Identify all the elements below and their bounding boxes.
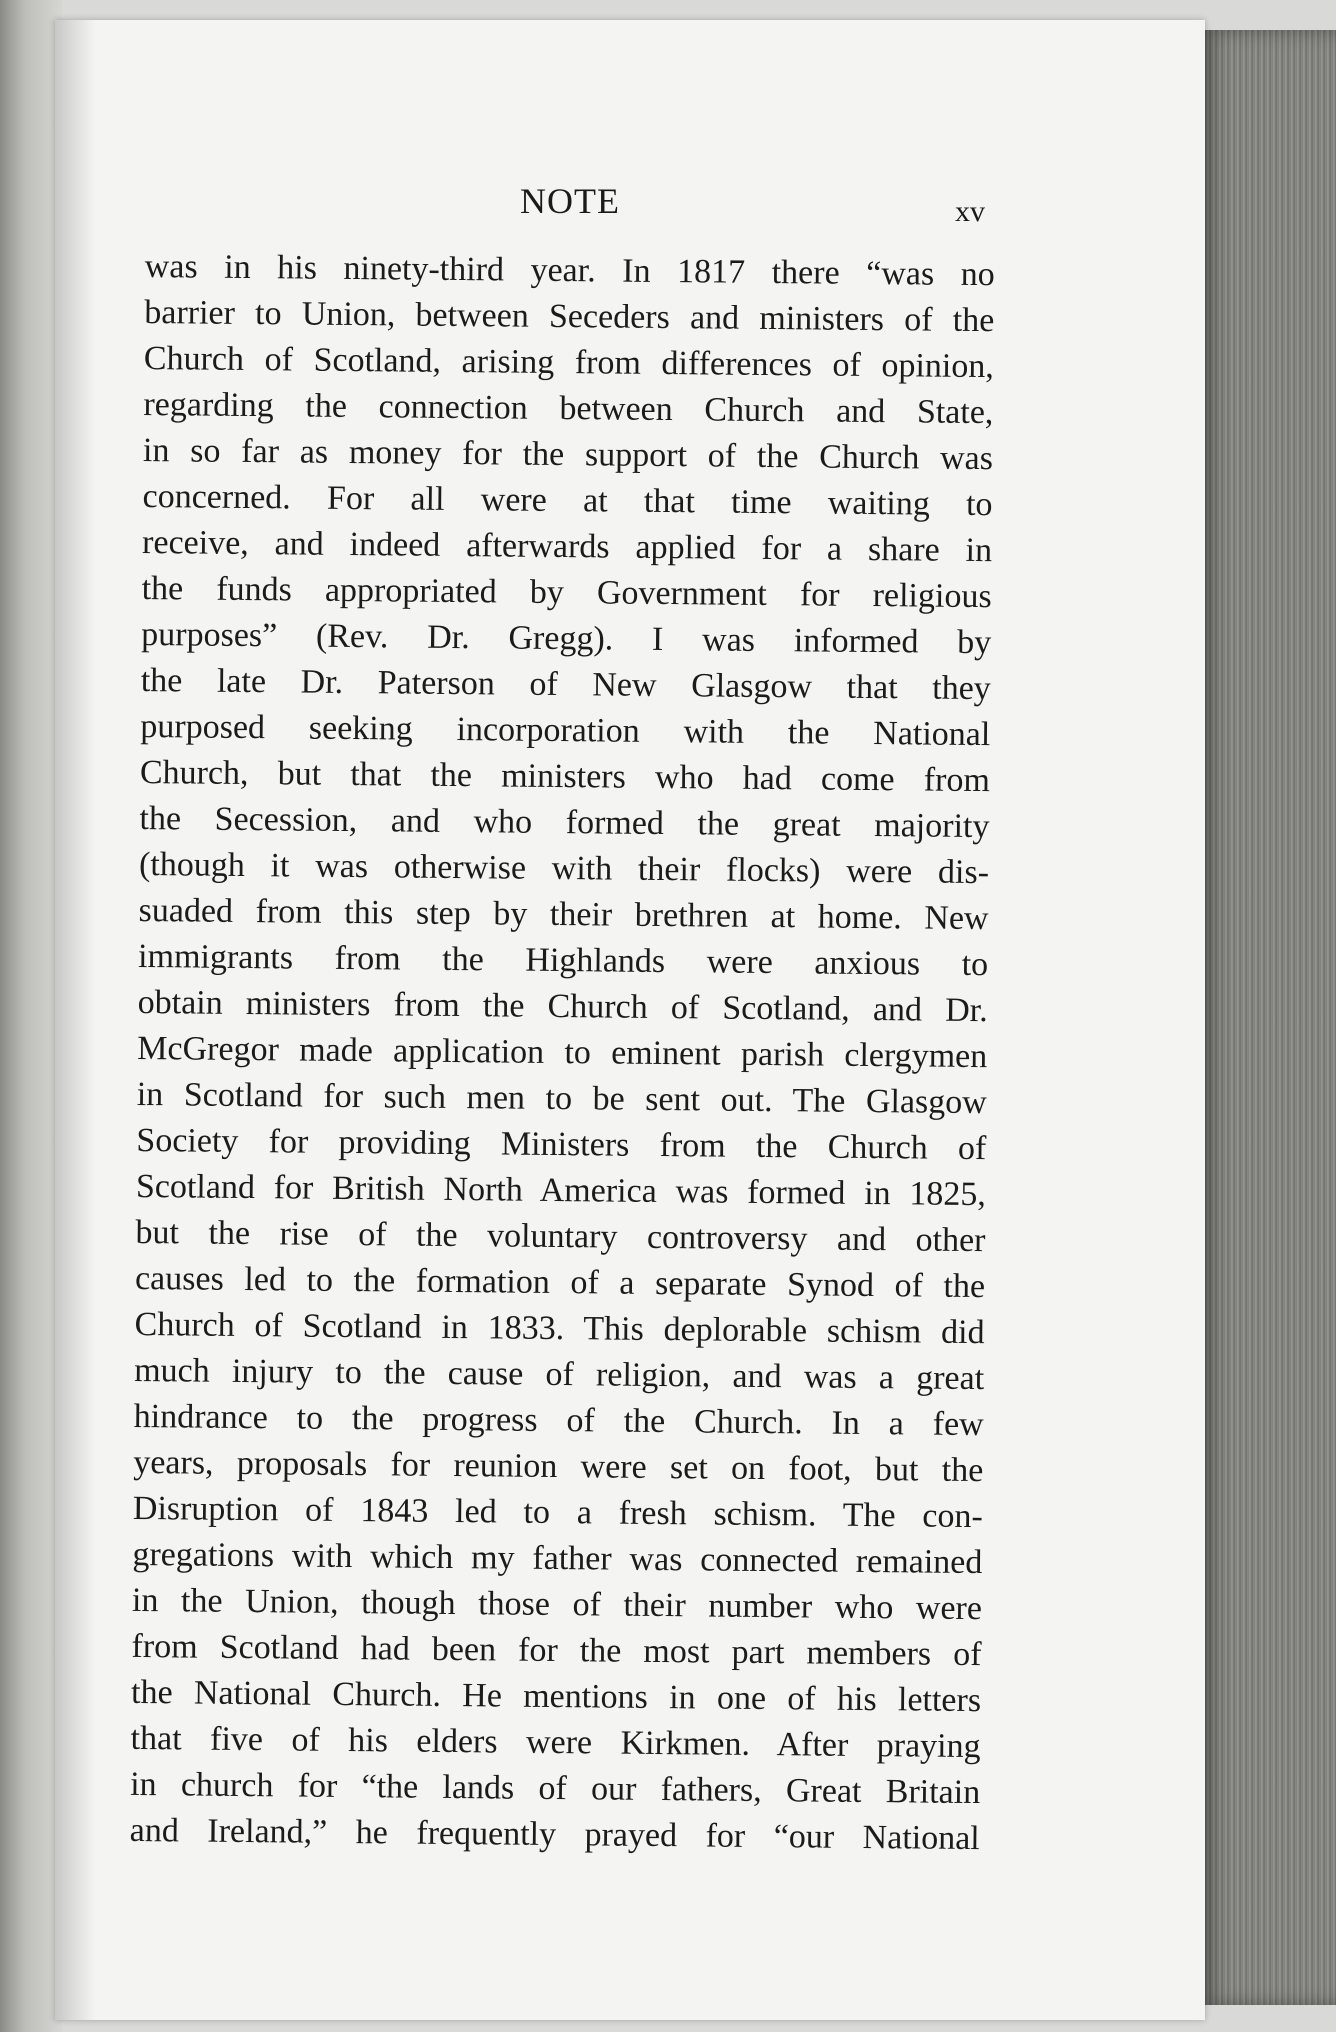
text-line: and Ireland,” he frequently prayed for “our National (129, 1811, 980, 1858)
text-line: Scotland for British North America was formed in 1825, (135, 1167, 987, 1214)
text-line: the National Church. He mentions in one of his letters (130, 1673, 982, 1720)
text-line: concerned. For all were at that time waiting to (142, 477, 993, 524)
text-line: (though it was otherwise with their flocks) were dis- (138, 845, 990, 892)
text-line: years, proposals for reunion were set on foot, but the (133, 1443, 984, 1490)
text-line: but the rise of the voluntary controversy and other (135, 1213, 986, 1260)
text-line: in so far as money for the support of the Church was (142, 431, 994, 478)
text-line: gregations with which my father was connected remained (132, 1535, 983, 1582)
text-line: the late Dr. Paterson of New Glasgow that they (140, 661, 991, 708)
book-page-edges (1200, 30, 1336, 2005)
text-line: obtain ministers from the Church of Scotland, and Dr. (137, 983, 988, 1030)
text-line: immigrants from the Highlands were anxious to (137, 937, 989, 984)
page-number: xv (955, 195, 985, 228)
text-line: in Scotland for such men to be sent out. The Glasgow (136, 1075, 987, 1122)
running-head: NOTE (520, 181, 620, 221)
text-line: the funds appropriated by Government for religious (141, 569, 992, 616)
body-text (130, 244, 995, 1862)
gutter-shadow (55, 20, 95, 2020)
text-line: regarding the connection between Church and State, (143, 385, 994, 432)
text-line: hindrance to the progress of the Church. In a few (133, 1397, 984, 1444)
book-left-edge (0, 0, 62, 2032)
text-line: McGregor made application to eminent parish clergymen (137, 1029, 988, 1076)
text-line: from Scotland had been for the most part members of (131, 1627, 982, 1674)
text-line: suaded from this step by their brethren at home. New (138, 891, 989, 938)
text-line: causes led to the formation of a separate Synod of the (134, 1259, 986, 1306)
text-line: purposes” (Rev. Dr. Gregg). I was informed by (141, 615, 992, 662)
text-line: that five of his elders were Kirkmen. After praying (130, 1719, 981, 1766)
text-line: in church for “the lands of our fathers, Great Britain (130, 1765, 981, 1812)
text-line: Church of Scotland in 1833. This deplorable schism did (134, 1305, 985, 1352)
text-line: Church, but that the ministers who had come from (139, 753, 991, 800)
text-line: much injury to the cause of religion, and was a great (134, 1351, 985, 1398)
text-line: receive, and indeed afterwards applied for a share in (141, 523, 993, 570)
text-line: purposed seeking incorporation with the National (140, 707, 991, 754)
text-line: the Secession, and who formed the great majority (139, 799, 990, 846)
text-line: barrier to Union, between Seceders and ministers of the (144, 293, 995, 340)
text-line: in the Union, though those of their number who were (131, 1581, 983, 1628)
text-line: was in his ninety-third year. In 1817 there “was no (144, 247, 995, 294)
text-line: Society for providing Ministers from the Church of (136, 1121, 987, 1168)
text-line: Disruption of 1843 led to a fresh schism. The con- (132, 1489, 984, 1536)
text-line: Church of Scotland, arising from differences of opinion, (143, 339, 995, 386)
